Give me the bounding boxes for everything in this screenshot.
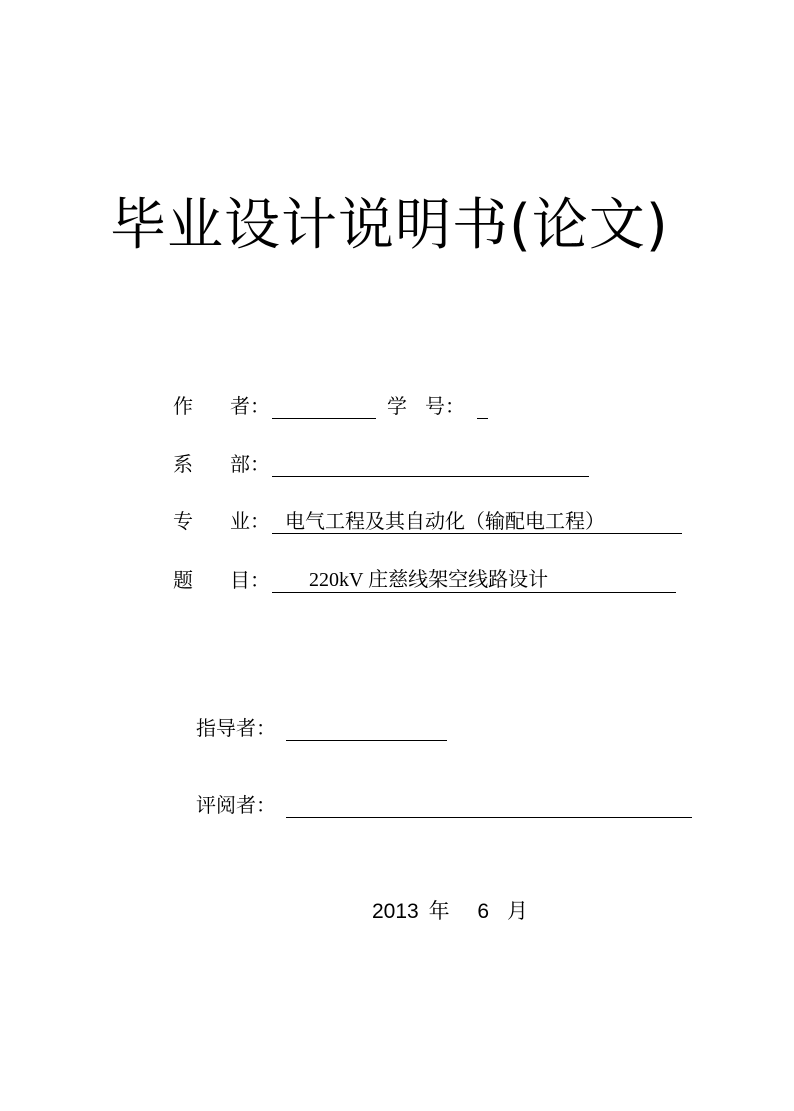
- advisor-row: [0, 714, 794, 744]
- reviewer-row: [0, 791, 794, 821]
- reviewer-field[interactable]: [286, 791, 692, 818]
- topic-label-char-1: 题: [173, 568, 193, 592]
- date-month-unit: 月: [506, 900, 528, 923]
- student-id-label-char-2: 号：: [425, 394, 465, 418]
- topic-value: 220kV 庄慈线架空线路设计: [309, 569, 549, 591]
- advisor-label: 指导者：: [196, 716, 276, 740]
- date-year: 2013: [372, 900, 419, 923]
- reviewer-label: 评阅者：: [196, 793, 276, 817]
- major-row: [0, 507, 794, 537]
- date-year-unit: 年: [428, 900, 450, 923]
- author-label-char-2: 者：: [230, 394, 270, 418]
- author-field[interactable]: [272, 392, 376, 419]
- department-label-char-2: 部：: [230, 452, 270, 476]
- major-field[interactable]: [272, 507, 682, 534]
- topic-label-char-2: 目：: [230, 568, 270, 592]
- department-row: [0, 450, 794, 480]
- student-id-label-char-1: 学: [387, 394, 407, 418]
- date-month: 6: [477, 900, 490, 923]
- major-label-char-1: 专: [173, 509, 193, 533]
- topic-row: [0, 566, 794, 596]
- department-field[interactable]: [272, 450, 589, 477]
- major-label-char-2: 业：: [230, 509, 270, 533]
- document-title: 毕业设计说明书(论文): [110, 193, 669, 258]
- author-label-char-1: 作: [173, 394, 193, 418]
- student-id-field[interactable]: [477, 392, 488, 419]
- department-label-char-1: 系: [173, 452, 193, 476]
- topic-field[interactable]: [272, 566, 676, 593]
- author-row: [0, 392, 794, 422]
- advisor-field[interactable]: [286, 714, 447, 741]
- major-value: 电气工程及其自动化（输配电工程）: [285, 509, 605, 533]
- document-date: [372, 897, 528, 927]
